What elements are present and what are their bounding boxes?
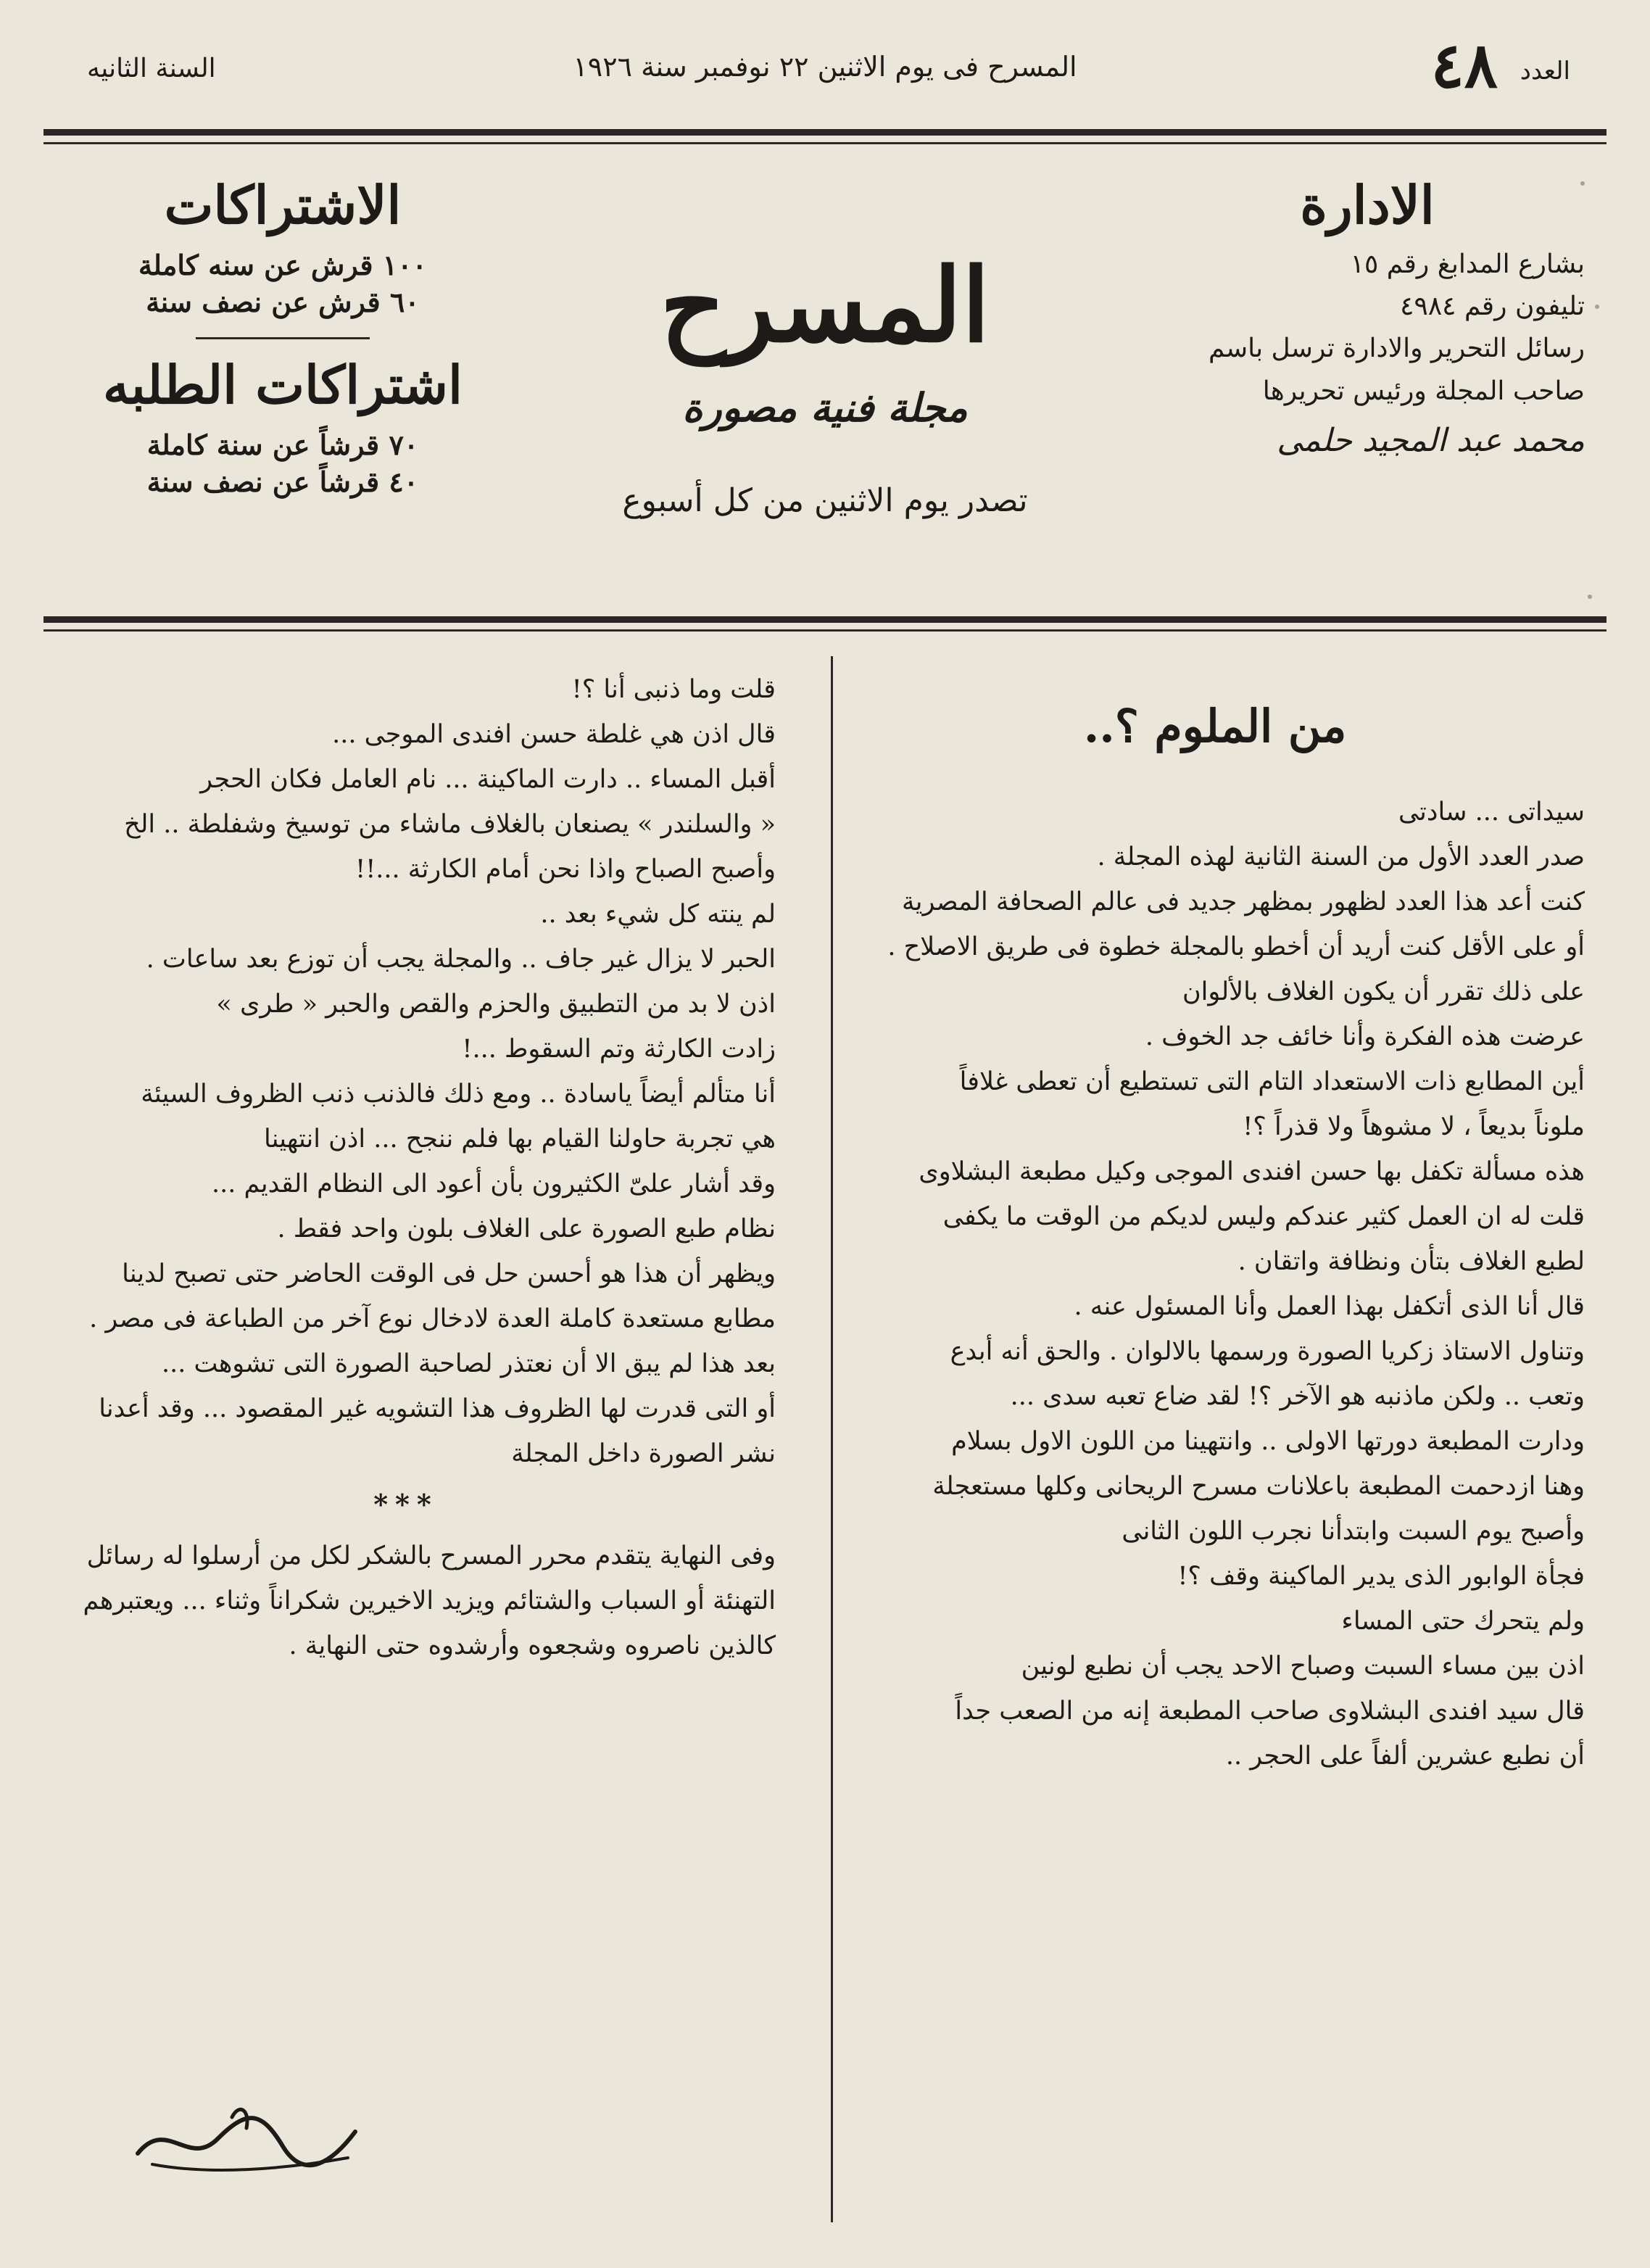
- admin-phone: تليفون رقم ٤٩٨٤: [1400, 291, 1585, 322]
- article-headline: من الملوم ؟..: [1083, 700, 1347, 753]
- subscription-annual: ١٠٠ قرش عن سنه كاملة: [138, 249, 427, 281]
- masthead-rule-thin: [43, 629, 1607, 632]
- masthead-frequency: تصدر يوم الاثنين من كل أسبوع: [622, 482, 1028, 519]
- article-line: مطابع مستعدة كاملة العدة لادخال نوع آخر من الطباعة فى مصر .: [89, 1304, 776, 1333]
- article-line: هي تجربة حاولنا القيام بها فلم ننجح ... اذن انتهينا: [264, 1125, 776, 1154]
- masthead-rule: [43, 616, 1607, 623]
- article-line: « والسلندر » يصنعان بالغلاف ماشاء من توسيخ وشفلطة .. الخ: [124, 810, 776, 839]
- article-line: نظام طبع الصورة على الغلاف بلون واحد فقط .: [277, 1214, 776, 1243]
- admin-note: رسائل التحرير والادارة ترسل باسم: [1208, 334, 1585, 364]
- article-line: عرضت هذه الفكرة وأنا خائف جد الخوف .: [1145, 1022, 1585, 1052]
- article-line: ملوناً بديعاً ، لا مشوهاً ولا قذراً ؟!: [1243, 1112, 1585, 1142]
- article-right-column: [845, 656, 1585, 1779]
- masthead-title: المسرح: [660, 247, 990, 365]
- subscriptions-divider: [196, 337, 370, 339]
- article-line: وتعب .. ولكن ماذنبه هو الآخر ؟! لقد ضاع تعبه سدى ...: [1010, 1382, 1585, 1412]
- students-heading: اشتراكات الطلبه: [102, 354, 463, 415]
- article-line: لم ينته كل شيء بعد ..: [540, 900, 776, 929]
- closing-lines: [36, 1534, 776, 1668]
- header-rule-thin: [43, 142, 1607, 144]
- article-line: قلت له ان العمل كثير عندكم وليس لديكم من الوقت ما يكفى: [942, 1202, 1585, 1232]
- section-separator: ***: [373, 1488, 439, 1520]
- left-column-lines: [36, 667, 776, 1476]
- signature-scribble: [123, 2088, 370, 2182]
- students-half: ٤٠ قرشاً عن نصف سنة: [146, 465, 419, 498]
- article-line: لطبع الغلاف بتأن ونظافة واتقان .: [1238, 1247, 1585, 1277]
- article-line: أن نطبع عشرين ألفاً على الحجر ..: [1225, 1742, 1585, 1771]
- administration-heading: الادارة: [1300, 174, 1435, 236]
- article-line: وقد أشار علىّ الكثيرون بأن أعود الى النظام القديم ...: [212, 1170, 776, 1199]
- article-line: ويظهر أن هذا هو أحسن حل فى الوقت الحاضر حتى تصبح لدينا: [122, 1259, 776, 1288]
- article-line: على ذلك تقرر أن يكون الغلاف بالألوان: [1182, 977, 1585, 1007]
- header-rule: [43, 129, 1607, 136]
- article-line: وتناول الاستاذ زكريا الصورة ورسمها بالالوان . والحق أنه أبدع: [950, 1337, 1585, 1367]
- article-line: وأصبح يوم السبت وابتدأنا نجرب اللون الثانى: [1122, 1517, 1585, 1547]
- article-line: أقبل المساء .. دارت الماكينة ... نام العامل فكان الحجر: [200, 765, 776, 794]
- article-line: وفى النهاية يتقدم محرر المسرح بالشكر لكل من أرسلوا له رسائل: [86, 1541, 776, 1570]
- article-line: نشر الصورة داخل المجلة: [511, 1439, 776, 1468]
- article-line: كالذين ناصروه وشجعوه وأرشدوه حتى النهاية .: [289, 1631, 776, 1660]
- article-line: اذن لا بد من التطبيق والحزم والقص والحبر « طرى »: [216, 990, 776, 1019]
- article-line: زادت الكارثة وتم السقوط ...!: [462, 1035, 776, 1064]
- article-line: أو التى قدرت لها الظروف هذا التشويه غير المقصود ... وقد أعدنا: [99, 1394, 776, 1423]
- article-line: هذه مسألة تكفل بها حسن افندى الموجى وكيل مطبعة البشلاوى: [919, 1157, 1585, 1187]
- article-line: أو على الأقل كنت أريد أن أخطو بالمجلة خطوة فى طريق الاصلاح .: [887, 932, 1585, 962]
- article-line: ولم يتحرك حتى المساء: [1341, 1607, 1585, 1636]
- article-line: قال أنا الذى أتكفل بهذا العمل وأنا المسئول عنه .: [1074, 1292, 1585, 1322]
- article-line: قال اذن هي غلطة حسن افندى الموجى ...: [332, 720, 776, 749]
- students-annual: ٧٠ قرشاً عن سنة كاملة: [146, 429, 419, 461]
- article-line: الحبر لا يزال غير جاف .. والمجلة يجب أن توزع بعد ساعات .: [146, 945, 776, 974]
- article-line: سيداتى ... سادتى: [1398, 798, 1585, 827]
- paper-speck: [1588, 595, 1592, 599]
- column-divider: [831, 656, 833, 2222]
- article-line: فجأة الوابور الذى يدير الماكينة وقف ؟!: [1177, 1562, 1585, 1592]
- subscription-half: ٦٠ قرش عن نصف سنة: [146, 286, 420, 318]
- admin-address: بشارع المدابغ رقم ١٥: [1350, 249, 1585, 279]
- paper-speck: [1580, 181, 1585, 186]
- article-line: قال سيد افندى البشلاوى صاحب المطبعة إنه من الصعب جداً: [955, 1697, 1585, 1726]
- article-line: قلت وما ذنبى أنا ؟!: [571, 675, 776, 704]
- article-left-column: [36, 667, 776, 1668]
- right-column-lines: [845, 790, 1585, 1779]
- article-line: صدر العدد الأول من السنة الثانية لهذه المجلة .: [1097, 843, 1585, 872]
- article-line: وهنا ازدحمت المطبعة باعلانات مسرح الريحانى وكلها مستعجلة: [932, 1472, 1585, 1502]
- masthead-subtitle: مجلة فنية مصورة: [682, 384, 968, 431]
- issue-label: العدد: [1520, 57, 1570, 86]
- subscriptions-heading: الاشتراكات: [164, 174, 402, 236]
- dateline: المسرح فى يوم الاثنين ٢٢ نوفمبر سنة ١٩٢٦: [573, 51, 1077, 83]
- article-line: وأصبح الصباح واذا نحن أمام الكارثة ...!!: [355, 855, 776, 884]
- article-line: أين المطابع ذات الاستعداد التام التى تستطيع أن تعطى غلافاً: [959, 1067, 1585, 1097]
- article-line: اذن بين مساء السبت وصباح الاحد يجب أن نطبع لونين: [1021, 1652, 1585, 1681]
- article-line: بعد هذا لم يبق الا أن نعتذر لصاحبة الصورة التى تشوهت ...: [161, 1349, 776, 1378]
- editor-signature: محمد عبد المجيد حلمى: [1277, 421, 1585, 459]
- subscriptions-box: [80, 174, 486, 502]
- article-line: التهنئة أو السباب والشتائم ويزيد الاخيرين شكراناً وثناء ... ويعتبرهم: [83, 1586, 776, 1615]
- issue-number: ٤٨: [1430, 29, 1498, 102]
- year-label: السنة الثانيه: [87, 54, 216, 83]
- paper-speck: [1595, 305, 1599, 309]
- article-line: كنت أعد هذا العدد لظهور بمظهر جديد فى عالم الصحافة المصرية: [901, 887, 1585, 917]
- article-line: أنا متألم أيضاً ياسادة .. ومع ذلك فالذنب ذنب الظروف السيئة: [141, 1080, 776, 1109]
- admin-note-2: صاحب المجلة ورئيس تحريرها: [1262, 376, 1585, 406]
- article-line: ودارت المطبعة دورتها الاولى .. وانتهينا من اللون الاول بسلام: [951, 1427, 1585, 1457]
